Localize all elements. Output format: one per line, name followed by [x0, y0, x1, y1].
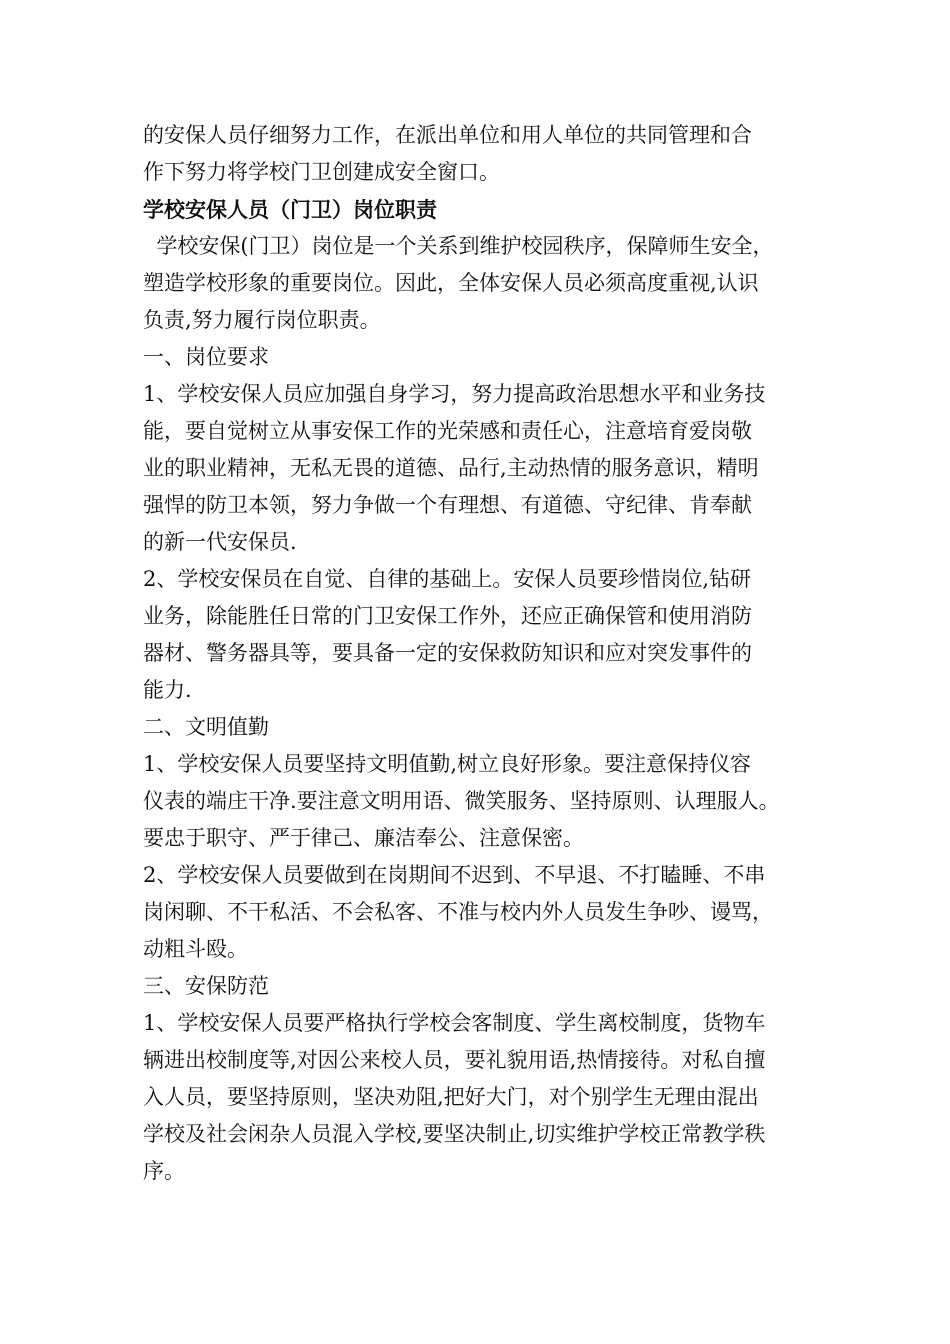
- paragraph-line: 岗闲聊、不干私活、不会私客、不准与校内外人员发生争吵、谩骂，: [143, 900, 773, 924]
- paragraph-line: 学校及社会闲杂人员混入学校,要坚决制止,切实维护学校正常教学秩: [143, 1122, 766, 1146]
- subsection-heading: 二、文明值勤: [143, 715, 269, 739]
- paragraph-line: 塑造学校形象的重要岗位。因此，全体安保人员必须高度重视,认识: [143, 271, 759, 295]
- paragraph-line: 要忠于职守、严于律己、廉洁奉公、注意保密。: [143, 826, 584, 850]
- paragraph-line: 负责,努力履行岗位职责。: [143, 308, 381, 332]
- paragraph-line: 动粗斗殴。: [143, 937, 248, 961]
- paragraph-line: 能，要自觉树立从事安保工作的光荣感和责任心，注意培育爱岗敬: [143, 419, 752, 443]
- paragraph-line: 仪表的端庄干净.要注意文明用语、微笑服务、坚持原则、认理服人。: [143, 789, 780, 813]
- paragraph-line: 的新一代安保员.: [143, 530, 297, 554]
- paragraph-line: 作下努力将学校门卫创建成安全窗口。: [143, 160, 500, 184]
- paragraph-line: 2、学校安保人员要做到在岗期间不迟到、不早退、不打瞌睡、不串: [143, 863, 766, 887]
- document-page: [143, 117, 813, 1190]
- subsection-heading: 三、安保防范: [143, 974, 269, 998]
- paragraph-line: 强悍的防卫本领，努力争做一个有理想、有道德、守纪律、肯奉献: [143, 493, 752, 517]
- paragraph-line: 1、学校安保人员应加强自身学习，努力提高政治思想水平和业务技: [143, 382, 766, 406]
- paragraph-line: 学校安保(门卫）岗位是一个关系到维护校园秩序，保障师生安全，: [143, 234, 774, 258]
- paragraph-line: 序。: [143, 1159, 185, 1183]
- subsection-heading: 一、岗位要求: [143, 345, 269, 369]
- paragraph-line: 的安保人员仔细努力工作，在派出单位和用人单位的共同管理和合: [143, 123, 752, 147]
- paragraph-line: 业的职业精神，无私无畏的道德、品行,主动热情的服务意识，精明: [143, 456, 759, 480]
- paragraph-line: 业务，除能胜任日常的门卫安保工作外，还应正确保管和使用消防: [143, 604, 752, 628]
- paragraph-line: 能力.: [143, 678, 192, 702]
- paragraph-line: 辆进出校制度等,对因公来校人员，要礼貌用语,热情接待。对私自擅: [143, 1048, 766, 1072]
- section-title: 学校安保人员（门卫）岗位职责: [143, 197, 437, 222]
- paragraph-line: 2、学校安保员在自觉、自律的基础上。安保人员要珍惜岗位,钻研: [143, 567, 752, 591]
- paragraph-line: 入人员，要坚持原则，坚决劝阻,把好大门，对个别学生无理由混出: [143, 1085, 759, 1109]
- paragraph-line: 1、学校安保人员要坚持文明值勤,树立良好形象。要注意保持仪容: [143, 752, 752, 776]
- paragraph-line: 器材、警务器具等，要具备一定的安保救防知识和应对突发事件的: [143, 641, 752, 665]
- paragraph-line: 1、学校安保人员要严格执行学校会客制度、学生离校制度，货物车: [143, 1011, 766, 1035]
